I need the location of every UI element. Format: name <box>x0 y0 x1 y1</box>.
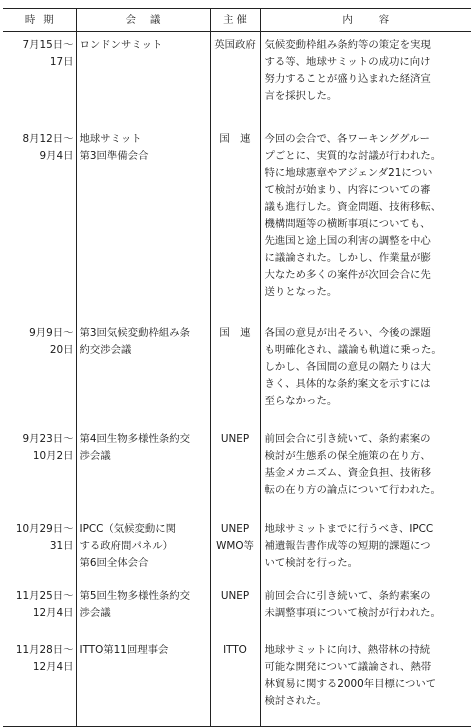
table-row <box>3 32 471 126</box>
row-meeting: 第3回気候変動枠組み条 約交渉会議 <box>76 320 210 426</box>
table-row <box>3 583 471 637</box>
header-row <box>3 9 471 32</box>
table-row <box>3 516 471 583</box>
row-date: 11月28日～ 12月4日 <box>3 637 76 727</box>
row-host: UNEP <box>210 583 260 637</box>
table-body <box>3 32 471 727</box>
header-host: 主催 <box>210 9 260 32</box>
row-meeting: ITTO第11回理事会 <box>76 637 210 727</box>
row-meeting: 第4回生物多様性条約交 渉会議 <box>76 426 210 516</box>
row-host: UNEP WMO等 <box>210 516 260 583</box>
row-content: 気候変動枠組み条約等の策定を実現 する等、地球サミットの成功に向け 努力することが盛り込まれた経済宣 言を採択した。 <box>260 32 471 126</box>
row-host: 英国政府 <box>210 32 260 126</box>
row-meeting: ロンドンサミット <box>76 32 210 126</box>
row-content: 今回の会合で、各ワーキンググルー プごとに、実質的な討議が行われた。 特に地球憲章やアジェンダ21につい て検討が始まり、内容についての審 議も進行した。資金問題、技術移転、 機構問題等の横断事項についても、 先進国と途上国の利害の調整を中心 に議論された。しかし、作業量が膨 大なため多くの案件が次回会合に先 送りとなった。 <box>260 126 471 320</box>
row-date: 7月15日～ 17日 <box>22 39 74 68</box>
row-host: 国 連 <box>210 126 260 320</box>
row-date: 10月29日～ 31日 <box>15 522 74 552</box>
row-host: 国 連 <box>210 320 260 426</box>
row-meeting: IPCC（気候変動に関 する政府間パネル） 第6回全体会合 <box>76 516 210 583</box>
row-content: 各国の意見が出そろい、今後の課題 も明確化され、議論も軌道に乗った。 しかし、各国間の意見の隔たりは大 きく、具体的な条約案文を示すには 至らなかった。 <box>260 320 471 426</box>
row-content: 前回会合に引き続いて、条約素案の 検討が生態系の保全施策の在り方、 基金メカニズム、資金負担、技術移 転の在り方の論点について行われた。 <box>260 426 471 516</box>
table-row <box>3 637 471 727</box>
row-host: ITTO <box>210 637 260 727</box>
table-row <box>3 426 471 516</box>
row-date: 11月25日～ 12月4日 <box>15 589 74 619</box>
row-content: 地球サミットに向け、熱帯林の持続 可能な開発について議論され、熱帯 林貿易に関する2000年目標について 検討された。 <box>260 637 471 727</box>
row-content: 前回会合に引き続いて、条約素案の 未調整事項について検討が行われた。 <box>260 583 471 637</box>
header-content: 内容 <box>260 9 471 32</box>
header-date: 時期 <box>3 9 76 32</box>
row-content: 地球サミットまでに行うべき、IPCC 補遺報告書作成等の短期的課題につ いて検討を行った。 <box>260 516 471 583</box>
row-date: 9月23日～ 10月2日 <box>22 432 74 462</box>
row-meeting: 第5回生物多様性条約交 渉会議 <box>76 583 210 637</box>
table-header <box>3 9 471 32</box>
row-date: 9月9日～ 20日 <box>29 326 74 356</box>
table-row <box>3 126 471 320</box>
row-meeting: 地球サミット 第3回準備会合 <box>76 126 210 320</box>
meeting-schedule-table <box>3 8 471 727</box>
row-date: 8月12日～ 9月4日 <box>22 132 74 162</box>
header-meeting: 会議 <box>76 9 210 32</box>
row-host: UNEP <box>210 426 260 516</box>
table-row <box>3 320 471 426</box>
